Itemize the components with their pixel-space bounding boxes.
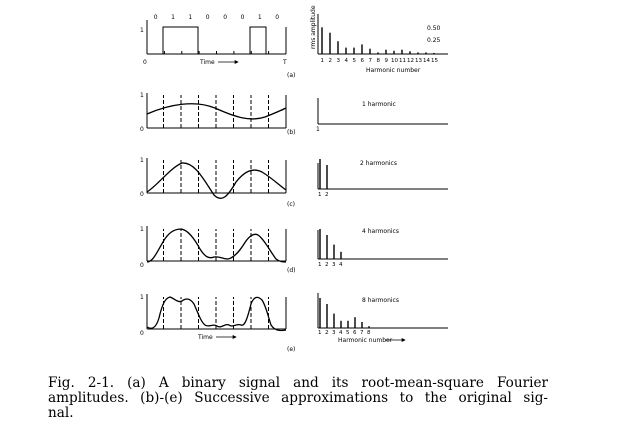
harmonic-tick-4: 4 [344,58,348,64]
harmonic-tick-3: 3 [336,58,340,64]
x-start-label: 0 [140,330,144,337]
panel-c [140,157,448,208]
binary-signal [147,27,286,54]
x-start-label: 0 [143,59,147,66]
harmonic-tick-9: 9 [384,58,388,64]
panel-c-spectrum [318,159,448,198]
panel-label-e: (e) [287,346,296,353]
harmonic-tick-6: 6 [353,330,357,336]
panel-c-signal [140,157,295,208]
harmonic-tick-7: 7 [360,330,364,336]
bit-boundary-dashes [164,95,269,128]
bit-label-7: 0 [275,14,280,21]
bit-label-0: 0 [153,14,158,21]
harmonic-tick-8: 8 [367,330,371,336]
time-label: Time [198,334,213,341]
panel-label-a: (a) [287,72,296,79]
y-tick-1: 1 [140,294,144,301]
harmonic-tick-15: 15 [431,58,438,64]
harmonic-tick-2: 2 [328,58,332,64]
x-end-label: T [283,59,287,66]
panel-e-spectrum [318,293,448,344]
figure-caption [48,376,548,421]
harmonics-count-label: 4 harmonics [362,228,399,235]
panel-d [140,226,448,274]
harmonic-tick-1: 1 [318,262,322,268]
harmonic-tick-8: 8 [376,58,380,64]
panel-b-spectrum [316,98,448,133]
bit-label-3: 0 [205,14,210,21]
harmonics-count-label: 2 harmonics [360,160,397,167]
x-start-label: 0 [140,191,144,198]
harmonic-bars [320,159,327,189]
x-start-label: 0 [140,262,144,269]
harmonic-tick-2: 2 [325,330,329,336]
caption-line-1: Fig. 2-1. (a) A binary signal and its root-mean-square Fourier [48,375,548,391]
caption-line-2: amplitudes. (b)-(e) Successive approximations to the original sig- [48,390,548,406]
harmonic-bars [320,229,341,259]
time-label: Time [200,59,215,66]
panel-a [140,5,448,79]
amp-tick-025: 0.25 [427,37,441,44]
harmonic-tick-2: 2 [325,262,329,268]
harmonic-tick-1: 1 [318,192,322,198]
bit-label-5: 0 [240,14,245,21]
bit-label-1: 1 [171,14,175,21]
harmonic-tick-5: 5 [352,58,356,64]
harmonic-tick-labels [321,58,439,64]
panel-e-signal [140,294,295,353]
harmonic-tick-4: 4 [339,330,343,336]
panel-b [140,92,448,136]
harmonic-tick-6: 6 [360,58,364,64]
panel-label-b: (b) [287,129,296,136]
harmonic-tick-1: 1 [316,126,320,133]
bit-label-6: 1 [257,14,262,21]
harmonic-tick-12: 12 [407,58,414,64]
rms-amplitude-bars [322,27,434,54]
panel-a-signal [140,14,295,79]
panel-label-d: (d) [287,267,296,274]
harmonics-count-label: 8 harmonics [362,297,399,304]
harmonic-tick-2: 2 [325,192,329,198]
harmonic-tick-1: 1 [320,58,324,64]
harmonic-axis-label: Harmonic number [366,67,421,74]
panel-e [140,293,448,353]
harmonic-tick-11: 11 [399,58,406,64]
caption-line-3: nal. [48,405,74,421]
bit-labels [154,14,280,21]
harmonic-tick-labels [318,330,371,336]
x-start-label: 0 [140,126,144,133]
y-tick-1: 1 [140,157,144,164]
y-tick-1: 1 [140,92,144,99]
harmonic-tick-labels [318,192,329,198]
harmonic-tick-3: 3 [332,330,336,336]
harmonic-tick-3: 3 [332,262,336,268]
harmonic-tick-14: 14 [423,58,430,64]
amp-tick-050: 0.50 [427,25,441,32]
panel-a-spectrum [310,5,448,74]
harmonics-count-label: 1 harmonic [362,101,396,108]
panel-d-spectrum [318,228,448,268]
harmonic-tick-7: 7 [368,58,372,64]
panel-d-signal [140,226,296,274]
panel-b-signal [140,92,296,136]
harmonic-tick-labels [318,262,343,268]
harmonic-tick-4: 4 [339,262,343,268]
harmonic-tick-13: 13 [415,58,422,64]
bit-label-2: 1 [188,14,193,21]
harmonic-tick-5: 5 [346,330,350,336]
harmonic-axis-label: Harmonic number [338,337,393,344]
y-tick-1: 1 [140,226,144,233]
y-tick-1: 1 [140,27,144,34]
panel-label-c: (c) [287,201,295,208]
amplitude-axis-label: rms amplitude [310,5,317,49]
harmonic-tick-1: 1 [318,330,322,336]
bit-label-4: 0 [223,14,228,21]
harmonic-tick-10: 10 [391,58,398,64]
